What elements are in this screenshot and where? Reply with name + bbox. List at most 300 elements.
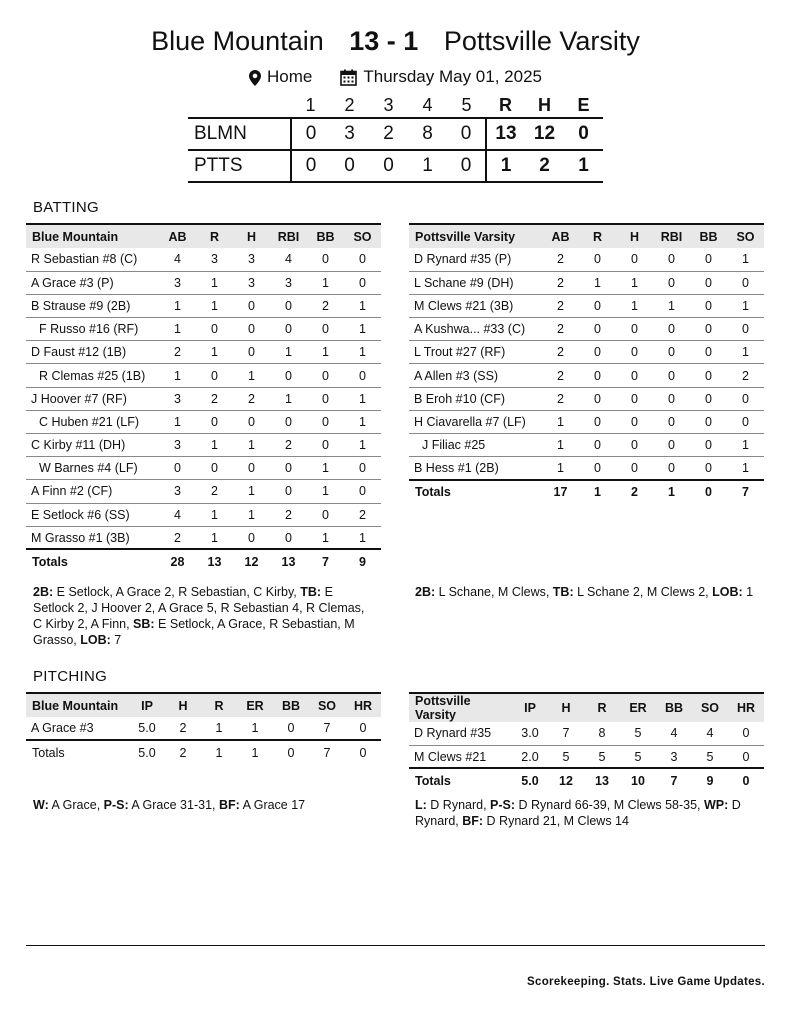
home-pitching-table — [26, 692, 381, 764]
total-runs: 13 — [486, 118, 525, 150]
pitching-header-row — [26, 693, 381, 717]
map-pin-icon — [249, 66, 261, 88]
stat-cell: 0 — [616, 341, 653, 364]
stat-header: SO — [692, 693, 728, 722]
note-text: A Grace, — [48, 798, 104, 812]
player-row — [409, 364, 764, 387]
stat-cell: 0 — [616, 318, 653, 341]
stat-header: IP — [129, 693, 165, 717]
player-name: J Filiac #25 — [409, 434, 542, 457]
stat-cell: 2 — [270, 434, 307, 457]
stat-cell: 0 — [579, 457, 616, 480]
stat-cell: 2 — [727, 364, 764, 387]
stat-cell: 0 — [653, 457, 690, 480]
stat-cell: 2 — [542, 318, 579, 341]
stat-header: AB — [542, 224, 579, 248]
stat-cell: 1 — [159, 318, 196, 341]
inning-score: 2 — [369, 118, 408, 150]
stat-cell: 0 — [196, 410, 233, 433]
totals-cell: 0 — [345, 740, 381, 764]
stat-cell: 1 — [727, 457, 764, 480]
stat-header: ER — [620, 693, 656, 722]
stat-cell: 1 — [616, 271, 653, 294]
inning-score: 1 — [408, 150, 447, 182]
stat-cell: 0 — [344, 364, 381, 387]
totals-cell: 5.0 — [129, 740, 165, 764]
stat-cell: 0 — [307, 318, 344, 341]
stat-cell: 0 — [270, 410, 307, 433]
stat-cell: 8 — [584, 722, 620, 745]
inning-score: 0 — [291, 118, 330, 150]
pitching-section-title: PITCHING — [33, 668, 108, 685]
game-header — [0, 24, 791, 88]
home-batting-notes — [33, 584, 373, 648]
stat-cell: 1 — [159, 294, 196, 317]
player-name: C Kirby #11 (DH) — [26, 434, 159, 457]
stat-cell: 5.0 — [129, 717, 165, 740]
stat-cell: 1 — [344, 387, 381, 410]
totals-cell: 9 — [344, 549, 381, 573]
stat-cell: 0 — [616, 387, 653, 410]
total-runs: 1 — [486, 150, 525, 182]
player-name: B Hess #1 (2B) — [409, 457, 542, 480]
inning-header: 4 — [422, 95, 433, 115]
player-name: A Finn #2 (CF) — [26, 480, 159, 503]
stat-cell: 0 — [233, 294, 270, 317]
stat-cell: 0 — [307, 387, 344, 410]
stat-cell: 7 — [548, 722, 584, 745]
pitching-totals-row — [26, 740, 381, 764]
stat-cell: 1 — [196, 341, 233, 364]
stat-cell: 5 — [620, 722, 656, 745]
player-row — [409, 341, 764, 364]
hits-header: H — [538, 95, 551, 115]
stat-cell: 4 — [692, 722, 728, 745]
stat-cell: 0 — [616, 364, 653, 387]
inning-score: 0 — [369, 150, 408, 182]
stat-cell: 3 — [159, 480, 196, 503]
stat-header: AB — [159, 224, 196, 248]
player-name: H Ciavarella #7 (LF) — [409, 410, 542, 433]
stat-cell: 0 — [653, 410, 690, 433]
player-row — [26, 387, 381, 410]
away-pitching-table — [409, 692, 764, 792]
note-text: A Grace 17 — [239, 798, 306, 812]
stat-cell: 1 — [233, 480, 270, 503]
stat-cell: 0 — [307, 248, 344, 271]
stat-cell: 0 — [653, 434, 690, 457]
stat-cell: 0 — [653, 248, 690, 271]
stat-header: BB — [690, 224, 727, 248]
stat-cell: 0 — [616, 434, 653, 457]
note-text: 1 — [742, 585, 754, 599]
stat-cell: 3 — [159, 387, 196, 410]
stat-header: SO — [309, 693, 345, 717]
stat-cell: 0 — [690, 271, 727, 294]
stat-header: SO — [344, 224, 381, 248]
team-header: Pottsville Varsity — [409, 693, 512, 722]
stat-cell: 0 — [616, 248, 653, 271]
stat-cell: 1 — [344, 526, 381, 549]
calendar-icon — [340, 66, 357, 88]
player-row — [26, 457, 381, 480]
note-label: LOB: — [80, 633, 111, 647]
stat-header: ER — [237, 693, 273, 717]
stat-cell: 0 — [307, 503, 344, 526]
stat-header: BB — [273, 693, 309, 717]
stat-cell: 0 — [196, 457, 233, 480]
stat-cell: 0 — [579, 341, 616, 364]
stat-cell: 2 — [542, 248, 579, 271]
stat-cell: 5 — [584, 745, 620, 768]
line-score-row — [188, 118, 603, 150]
stat-cell: 3 — [233, 248, 270, 271]
stat-cell: 1 — [307, 341, 344, 364]
line-score-table — [188, 94, 603, 183]
player-name: R Clemas #25 (1B) — [26, 364, 159, 387]
stat-cell: 0 — [270, 457, 307, 480]
stat-cell: 0 — [690, 387, 727, 410]
away-batting-notes — [415, 584, 760, 600]
stat-cell: 0 — [307, 364, 344, 387]
totals-label: Totals — [409, 768, 512, 792]
location-label: Home — [267, 67, 313, 86]
stat-cell: 2 — [233, 387, 270, 410]
note-label: 2B: — [415, 585, 436, 599]
stat-cell: 1 — [344, 318, 381, 341]
stat-cell: 3 — [196, 248, 233, 271]
player-row — [26, 503, 381, 526]
note-text: D Rynard 66-39, M Clews 58-35, — [515, 798, 704, 812]
inning-score: 8 — [408, 118, 447, 150]
stat-cell: 0 — [159, 457, 196, 480]
stat-cell: 0 — [233, 526, 270, 549]
player-name: D Faust #12 (1B) — [26, 341, 159, 364]
player-name: W Barnes #4 (LF) — [26, 457, 159, 480]
note-text: D Rynard, — [426, 798, 491, 812]
stat-cell: 2 — [159, 526, 196, 549]
inning-score: 0 — [330, 150, 369, 182]
totals-cell: 13 — [270, 549, 307, 573]
stat-cell: 1 — [344, 434, 381, 457]
totals-cell: 7 — [309, 740, 345, 764]
stat-cell: 3 — [656, 745, 692, 768]
note-label: TB: — [552, 585, 574, 599]
player-row — [26, 341, 381, 364]
batting-header-row — [26, 224, 381, 248]
stat-cell: 2 — [542, 364, 579, 387]
stat-cell: 0 — [653, 341, 690, 364]
totals-cell: 7 — [656, 768, 692, 792]
totals-cell: 10 — [620, 768, 656, 792]
stat-cell: 1 — [727, 248, 764, 271]
player-row — [26, 364, 381, 387]
away-team-name: Pottsville Varsity — [443, 26, 640, 56]
player-name: M Clews #21 — [409, 745, 512, 768]
stat-header: RBI — [270, 224, 307, 248]
player-name: B Eroh #10 (CF) — [409, 387, 542, 410]
stat-cell: 0 — [690, 318, 727, 341]
stat-cell: 0 — [344, 480, 381, 503]
stat-cell: 0 — [727, 271, 764, 294]
player-name: D Rynard #35 (P) — [409, 248, 542, 271]
inning-score: 0 — [447, 118, 486, 150]
stat-cell: 0 — [690, 364, 727, 387]
stat-cell: 1 — [579, 271, 616, 294]
player-name: B Strause #9 (2B) — [26, 294, 159, 317]
stat-cell: 0 — [270, 294, 307, 317]
stat-cell: 2 — [165, 717, 201, 740]
stat-cell: 0 — [690, 248, 727, 271]
pitching-header-row — [409, 693, 764, 722]
inning-header: 2 — [344, 95, 355, 115]
stat-cell: 2 — [196, 387, 233, 410]
totals-cell: 0 — [690, 480, 727, 504]
stat-cell: 2 — [542, 387, 579, 410]
stat-cell: 1 — [196, 526, 233, 549]
stat-header: IP — [512, 693, 548, 722]
home-batting-table — [26, 223, 381, 573]
stat-cell: 1 — [201, 717, 237, 740]
stat-cell: 0 — [345, 717, 381, 740]
note-label: LOB: — [712, 585, 743, 599]
note-text: L Schane 2, M Clews 2, — [573, 585, 713, 599]
stat-cell: 1 — [307, 480, 344, 503]
player-row — [409, 457, 764, 480]
player-row — [26, 526, 381, 549]
totals-cell: 1 — [653, 480, 690, 504]
stat-cell: 2 — [542, 341, 579, 364]
errors-header: E — [577, 95, 590, 115]
stat-cell: 1 — [727, 294, 764, 317]
stat-cell: 2 — [542, 294, 579, 317]
stat-header: R — [201, 693, 237, 717]
stat-cell: 0 — [727, 318, 764, 341]
stat-cell: 1 — [727, 434, 764, 457]
player-name: M Grasso #1 (3B) — [26, 526, 159, 549]
stat-cell: 0 — [579, 294, 616, 317]
stat-cell: 1 — [159, 410, 196, 433]
totals-cell: 1 — [579, 480, 616, 504]
team-header: Blue Mountain — [26, 224, 159, 248]
stat-cell: 4 — [159, 503, 196, 526]
stat-cell: 0 — [579, 387, 616, 410]
stat-cell: 4 — [270, 248, 307, 271]
stat-header: R — [579, 224, 616, 248]
player-name: E Setlock #6 (SS) — [26, 503, 159, 526]
stat-cell: 0 — [728, 722, 764, 745]
stat-cell: 0 — [579, 248, 616, 271]
player-row — [26, 480, 381, 503]
totals-cell: 5.0 — [512, 768, 548, 792]
totals-label: Totals — [26, 549, 159, 573]
home-pitching-notes — [33, 797, 373, 813]
footer-divider — [26, 945, 765, 946]
stat-cell: 0 — [690, 434, 727, 457]
inning-score: 3 — [330, 118, 369, 150]
total-hits: 12 — [525, 118, 564, 150]
totals-cell: 0 — [728, 768, 764, 792]
totals-cell: 1 — [201, 740, 237, 764]
stat-cell: 1 — [237, 717, 273, 740]
game-info — [0, 66, 791, 88]
note-label: W: — [33, 798, 49, 812]
player-row — [409, 318, 764, 341]
player-name: D Rynard #35 — [409, 722, 512, 745]
stat-cell: 0 — [690, 294, 727, 317]
note-label: BF: — [462, 814, 484, 828]
stat-cell: 3 — [233, 271, 270, 294]
totals-cell: 12 — [548, 768, 584, 792]
stat-cell: 1 — [307, 526, 344, 549]
batting-section-title: BATTING — [33, 199, 99, 216]
totals-cell: 7 — [307, 549, 344, 573]
stat-cell: 0 — [233, 341, 270, 364]
player-row — [409, 410, 764, 433]
player-row — [26, 294, 381, 317]
stat-cell: 0 — [727, 387, 764, 410]
player-row — [409, 387, 764, 410]
stat-cell: 1 — [542, 434, 579, 457]
player-name: M Clews #21 (3B) — [409, 294, 542, 317]
stat-cell: 1 — [307, 271, 344, 294]
stat-cell: 0 — [579, 410, 616, 433]
totals-cell: 2 — [165, 740, 201, 764]
stat-header: BB — [656, 693, 692, 722]
stat-cell: 1 — [233, 364, 270, 387]
note-label: SB: — [133, 617, 155, 631]
player-row — [26, 271, 381, 294]
final-score: 13 - 1 — [349, 26, 419, 56]
totals-cell: 28 — [159, 549, 196, 573]
note-text: 7 — [110, 633, 122, 647]
stat-header: R — [196, 224, 233, 248]
stat-cell: 7 — [309, 717, 345, 740]
stat-cell: 2 — [270, 503, 307, 526]
stat-cell: 0 — [307, 410, 344, 433]
totals-cell: 0 — [273, 740, 309, 764]
player-name: F Russo #16 (RF) — [26, 318, 159, 341]
note-text: D Rynard 21, M Clews 14 — [483, 814, 629, 828]
team-header: Blue Mountain — [26, 693, 129, 717]
stat-header: BB — [307, 224, 344, 248]
pitching-totals-row — [409, 768, 764, 792]
stat-header: H — [616, 224, 653, 248]
stat-cell: 0 — [233, 318, 270, 341]
note-text: L Schane, M Clews, — [435, 585, 553, 599]
stat-header: RBI — [653, 224, 690, 248]
batting-totals-row — [409, 480, 764, 504]
team-header: Pottsville Varsity — [409, 224, 542, 248]
runs-header: R — [499, 95, 512, 115]
player-row — [26, 434, 381, 457]
stat-cell: 0 — [344, 248, 381, 271]
player-name: A Allen #3 (SS) — [409, 364, 542, 387]
note-text: D Rynard, — [415, 798, 741, 828]
player-name: J Hoover #7 (RF) — [26, 387, 159, 410]
stat-cell: 2 — [159, 341, 196, 364]
note-text: E Setlock, A Grace 2, R Sebastian, C Kirby, — [53, 585, 301, 599]
totals-label: Totals — [409, 480, 542, 504]
note-label: P-S: — [103, 798, 129, 812]
player-row — [409, 745, 764, 768]
player-row — [409, 294, 764, 317]
player-row — [26, 318, 381, 341]
stat-cell: 0 — [344, 271, 381, 294]
stat-cell: 0 — [728, 745, 764, 768]
stat-cell: 3 — [270, 271, 307, 294]
note-label: WP: — [704, 798, 729, 812]
stat-cell: 5 — [692, 745, 728, 768]
stat-header: H — [233, 224, 270, 248]
stat-cell: 4 — [159, 248, 196, 271]
stat-header: SO — [727, 224, 764, 248]
stat-cell: 0 — [653, 387, 690, 410]
stat-cell: 0 — [273, 717, 309, 740]
stat-cell: 0 — [727, 410, 764, 433]
total-errors: 0 — [564, 118, 603, 150]
stat-cell: 1 — [542, 410, 579, 433]
stat-cell: 1 — [159, 364, 196, 387]
player-row — [26, 717, 381, 740]
note-text: E Setlock, A Grace, R Sebastian, M Grasso, — [33, 617, 355, 647]
player-name: A Grace #3 — [26, 717, 129, 740]
away-batting-table — [409, 223, 764, 504]
stat-cell: 1 — [233, 503, 270, 526]
footer-tagline: Scorekeeping. Stats. Live Game Updates. — [527, 976, 765, 988]
stat-cell: 1 — [196, 294, 233, 317]
note-label: BF: — [218, 798, 240, 812]
inning-score: 0 — [291, 150, 330, 182]
totals-cell: 2 — [616, 480, 653, 504]
away-pitching-notes — [415, 797, 760, 829]
player-name: A Kushwa... #33 (C) — [409, 318, 542, 341]
totals-cell: 12 — [233, 549, 270, 573]
stat-cell: 0 — [690, 457, 727, 480]
stat-cell: 0 — [653, 271, 690, 294]
stat-cell: 1 — [344, 410, 381, 433]
stat-cell: 0 — [616, 410, 653, 433]
stat-cell: 1 — [344, 294, 381, 317]
team-abbr: BLMN — [188, 118, 291, 150]
stat-cell: 0 — [270, 480, 307, 503]
inning-score: 0 — [447, 150, 486, 182]
totals-cell: 7 — [727, 480, 764, 504]
stat-cell: 5 — [620, 745, 656, 768]
note-label: TB: — [300, 585, 322, 599]
totals-label: Totals — [26, 740, 129, 764]
inning-header: 1 — [305, 95, 316, 115]
game-date: Thursday May 01, 2025 — [363, 67, 542, 86]
note-text: A Grace 31-31, — [128, 798, 219, 812]
stat-cell: 1 — [542, 457, 579, 480]
player-row — [26, 248, 381, 271]
stat-cell: 1 — [727, 341, 764, 364]
note-label: L: — [415, 798, 427, 812]
stat-cell: 2 — [196, 480, 233, 503]
stat-cell: 3.0 — [512, 722, 548, 745]
note-label: 2B: — [33, 585, 54, 599]
stat-cell: 1 — [196, 503, 233, 526]
totals-cell: 13 — [584, 768, 620, 792]
stat-header: HR — [728, 693, 764, 722]
inning-header: 3 — [383, 95, 394, 115]
line-score-row — [188, 150, 603, 182]
batting-totals-row — [26, 549, 381, 573]
stat-cell: 0 — [233, 457, 270, 480]
stat-cell: 0 — [690, 341, 727, 364]
stat-cell: 0 — [653, 364, 690, 387]
